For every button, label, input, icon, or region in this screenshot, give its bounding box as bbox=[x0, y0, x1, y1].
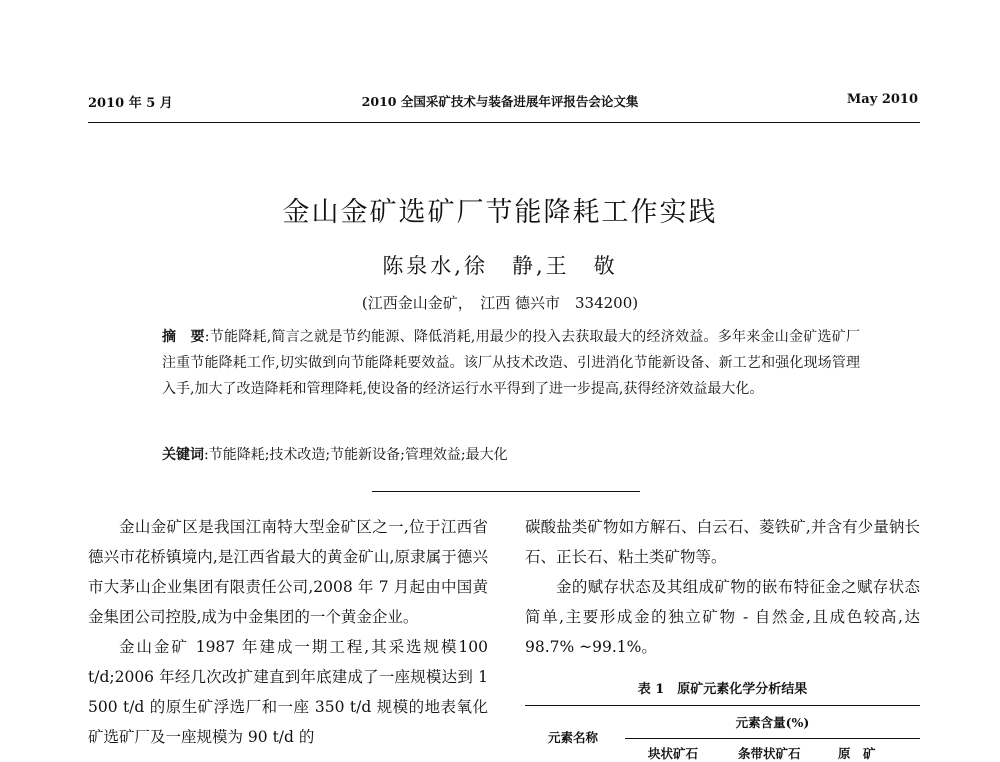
keywords bbox=[162, 444, 860, 466]
table-col-header: 条带状矿石 bbox=[738, 746, 801, 761]
header-date-right: May 2010 bbox=[846, 92, 918, 107]
paragraph: 金的赋存状态及其组成矿物的嵌布特征金之赋存状态简单,主要形成金的独立矿物 - 自然金,且成色较高,达 98.7% ~99.1%。 bbox=[525, 578, 920, 656]
paragraph: 碳酸盐类矿物如方解石、白云石、菱铁矿,并含有少量钠长石、正长石、粘土类矿物等。 bbox=[525, 518, 920, 566]
table-row-header: 元素名称 bbox=[548, 730, 599, 745]
paragraph: 金山金矿 1987 年建成一期工程,其采选规模100 t/d;2006 年经几次改扩建直到年底建成了一座规模达到 1 500 t/d 的原生矿浮选厂和一座 350 t/d 规模的地表氧化矿选矿厂及一座规模为 90 t/d 的 bbox=[88, 638, 488, 746]
table-col-header: 块状矿石 bbox=[648, 746, 699, 761]
table-col-header: 原 矿 bbox=[838, 746, 876, 761]
paragraph: 金山金矿区是我国江南特大型金矿区之一,位于江西省德兴市花桥镇境内,是江西省最大的黄金矿山,原隶属于德兴市大茅山企业集团有限责任公司,2008 年 7 月起由中国黄金集团公司控股,成为中金集团的一个黄金企业。 bbox=[88, 518, 488, 626]
abstract-label: 摘 要 bbox=[162, 329, 205, 345]
affiliation: (江西金山金矿， 江西 德兴市 334200) bbox=[361, 294, 639, 312]
keywords-text: :节能降耗;技术改造;节能新设备;管理效益;最大化 bbox=[204, 447, 508, 463]
body-right-column bbox=[525, 512, 920, 662]
body-left-column bbox=[88, 512, 488, 752]
table-mid-rule bbox=[625, 738, 920, 739]
table-group-header: 元素含量(%) bbox=[735, 715, 810, 730]
section-divider bbox=[372, 491, 640, 492]
abstract bbox=[162, 324, 860, 402]
table-top-rule bbox=[525, 705, 920, 706]
abstract-text: :节能降耗,简言之就是节约能源、降低消耗,用最少的投入去获取最大的经济效益。多年来金山金矿选矿厂注重节能降耗工作,切实做到向节能降耗要效益。该厂从技术改造、引进消化节能新设备、新工艺和强化现场管理入手,加大了改造降耗和管理降耗,使设备的经济运行水平得到了进一步提高,获得经济效益最大化。 bbox=[162, 329, 860, 397]
paper-title: 金山金矿选矿厂节能降耗工作实践 bbox=[282, 197, 718, 228]
keywords-label: 关键词 bbox=[162, 447, 204, 463]
header-rule bbox=[88, 122, 920, 123]
table-caption: 表 1 原矿元素化学分析结果 bbox=[637, 682, 808, 697]
authors: 陈泉水,徐 静,王 敬 bbox=[382, 254, 618, 278]
header-journal: 2010 全国采矿技术与装备进展年评报告会论文集 bbox=[361, 94, 639, 109]
header-date-left: 2010 年 5 月 bbox=[88, 96, 173, 111]
